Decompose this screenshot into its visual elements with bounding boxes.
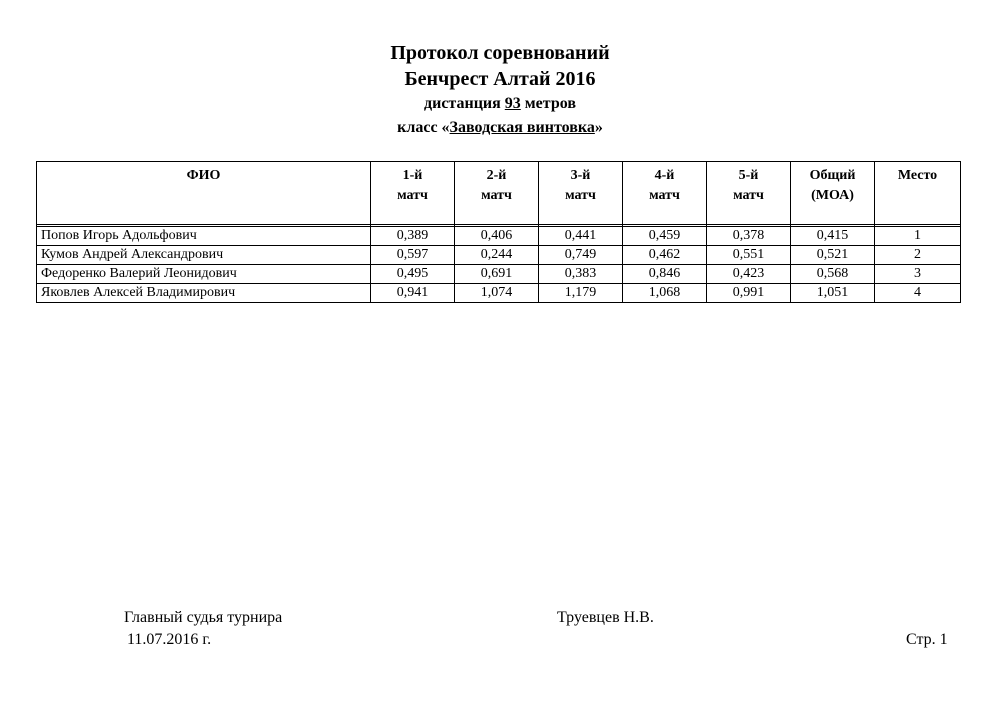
cell-match-3: 0,383 [539,265,623,284]
cell-match-3: 1,179 [539,284,623,303]
column-header-place: Место [875,162,961,225]
column-header-name: ФИО [37,162,371,225]
cell-name: Кумов Андрей Александрович [37,246,371,265]
chief-judge-label: Главный судья турнира [124,609,283,626]
cell-match-4: 0,462 [623,246,707,265]
cell-total: 0,415 [791,227,875,246]
class-suffix: » [594,119,603,136]
cell-match-5: 0,551 [707,246,791,265]
cell-match-2: 0,244 [455,246,539,265]
cell-match-1: 0,941 [371,284,455,303]
cell-match-1: 0,389 [371,227,455,246]
cell-match-5: 0,378 [707,227,791,246]
cell-place: 1 [875,227,961,246]
cell-total: 0,568 [791,265,875,284]
cell-match-2: 0,691 [455,265,539,284]
cell-match-1: 0,495 [371,265,455,284]
class-value: Заводская винтовка [449,119,595,136]
cell-match-5: 0,991 [707,284,791,303]
cell-place: 3 [875,265,961,284]
cell-match-2: 0,406 [455,227,539,246]
column-header-match-1: 1-й матч [371,162,455,225]
cell-match-4: 0,846 [623,265,707,284]
column-header-match-3: 3-й матч [539,162,623,225]
cell-total: 0,521 [791,246,875,265]
cell-match-3: 0,749 [539,246,623,265]
class-line [0,116,1000,140]
results-table [36,161,961,303]
cell-name: Федоренко Валерий Леонидович [37,265,371,284]
distance-prefix: дистанция [424,95,505,112]
cell-match-4: 1,068 [623,284,707,303]
column-header-match-5: 5-й матч [707,162,791,225]
table-row [37,227,961,246]
document-header [0,40,1000,140]
column-header-total: Общий (МОА) [791,162,875,225]
column-header-match-2: 2-й матч [455,162,539,225]
table-header-row [37,162,961,225]
class-prefix: класс « [397,119,450,136]
page-number: Стр. 1 [906,631,948,648]
distance-suffix: метров [520,95,576,112]
cell-place: 2 [875,246,961,265]
document-title: Протокол соревнований [390,42,610,64]
distance-line [0,92,1000,116]
table-row [37,265,961,284]
table-row [37,246,961,265]
cell-match-5: 0,423 [707,265,791,284]
chief-judge-name: Труевцев Н.В. [557,609,654,626]
cell-total: 1,051 [791,284,875,303]
cell-match-1: 0,597 [371,246,455,265]
cell-name: Попов Игорь Адольфович [37,227,371,246]
cell-match-2: 1,074 [455,284,539,303]
column-header-match-4: 4-й матч [623,162,707,225]
table-row [37,284,961,303]
event-name: Бенчрест Алтай 2016 [404,68,596,90]
cell-match-3: 0,441 [539,227,623,246]
cell-name: Яковлев Алексей Владимирович [37,284,371,303]
cell-place: 4 [875,284,961,303]
cell-match-4: 0,459 [623,227,707,246]
document-date: 11.07.2016 г. [127,631,212,648]
distance-value: 93 [504,95,521,112]
